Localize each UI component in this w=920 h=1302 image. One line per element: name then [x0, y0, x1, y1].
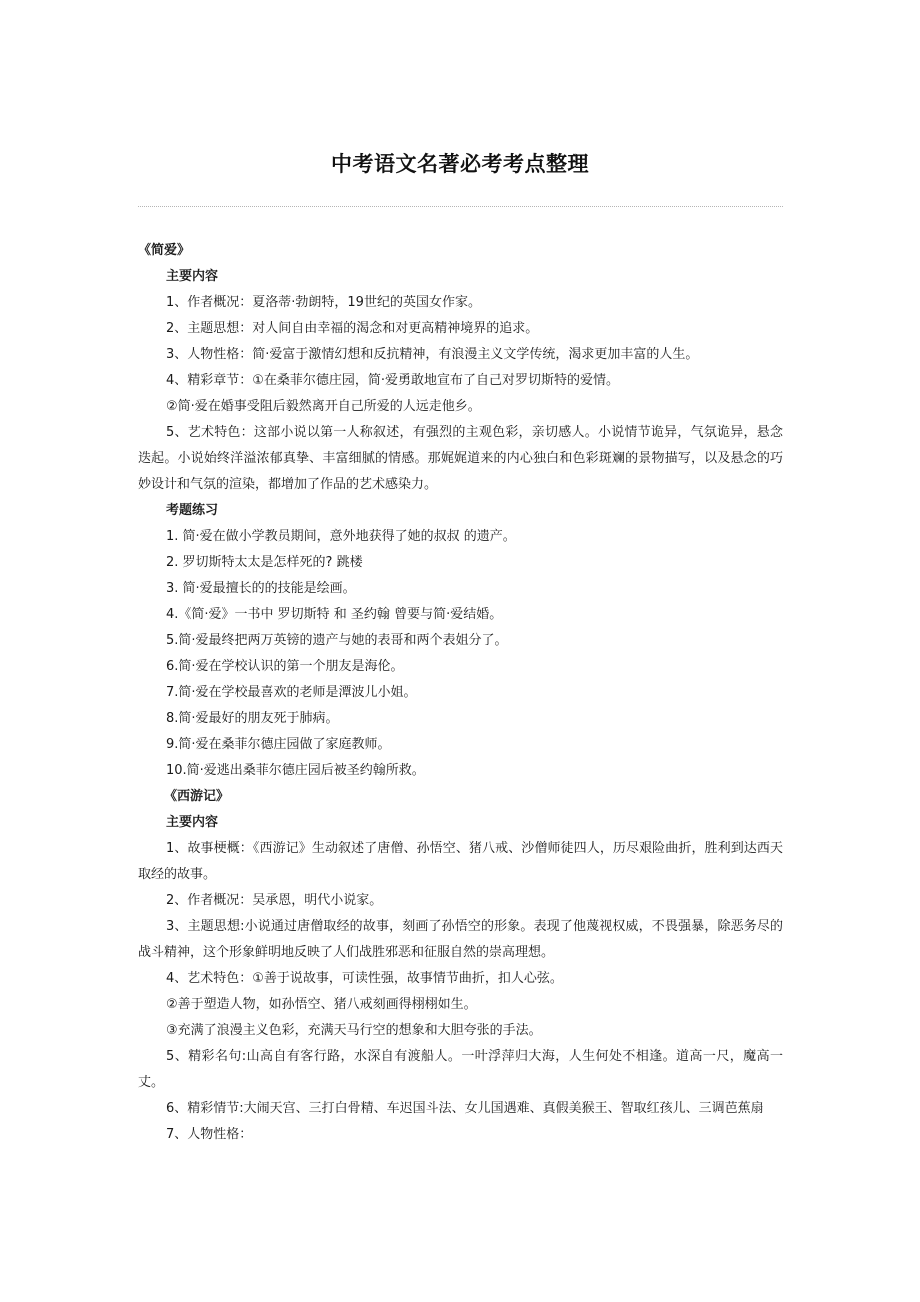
paragraph: 6、精彩情节:大闹天宫、三打白骨精、车迟国斗法、女儿国遇难、真假美猴王、智取红孩儿、三调芭蕉扇	[166, 1101, 764, 1116]
list-item: ②善于塑造人物，如孙悟空、猪八戒刻画得栩栩如生。	[166, 997, 477, 1012]
section-heading-main-content: 主要内容	[166, 815, 219, 830]
page-title: 中考语文名著必考考点整理	[331, 151, 589, 176]
list-item: 4、艺术特色：①善于说故事，可读性强，故事情节曲折，扣人心弦。	[166, 971, 563, 986]
list-item: ②简·爱在婚事受阻后毅然离开自己所爱的人远走他乡。	[166, 399, 481, 414]
exercise-item: 1. 简·爱在做小学教员期间，意外地获得了她的叔叔 的遗产。	[166, 529, 516, 544]
paragraph: 5、艺术特色：这部小说以第一人称叙述，有强烈的主观色彩，亲切感人。小说情节诡异，气氛诡异，悬念迭起。小说始终洋溢浓郁真挚、丰富细腻的情感。那娓娓道来的内心独白和色彩斑斓的景物描写，以及悬念的巧妙设计和气氛的渲染，都增加了作品的艺术感染力。	[138, 425, 783, 492]
paragraph: 1、故事梗概：《西游记》生动叙述了唐僧、孙悟空、猪八戒、沙僧师徒四人，历尽艰险曲折，胜利到达西天取经的故事。	[138, 841, 783, 882]
exercise-item: 8.简·爱最好的朋友死于肺病。	[166, 711, 339, 726]
list-item: 1、作者概况：夏洛蒂·勃朗特，19世纪的英国女作家。	[166, 295, 481, 310]
paragraph: 3、主题思想:小说通过唐僧取经的故事，刻画了孙悟空的形象。表现了他蔑视权威，不畏强暴，除恶务尽的战斗精神，这个形象鲜明地反映了人们战胜邪恶和征服自然的崇高理想。	[138, 919, 783, 960]
paragraph: 5、精彩名句:山高自有客行路，水深自有渡船人。一叶浮萍归大海，人生何处不相逢。道高一尺，魔高一丈。	[138, 1049, 783, 1090]
list-item: 2、主题思想：对人间自由幸福的渴念和对更高精神境界的追求。	[166, 321, 539, 336]
book-title-journey-west: 《西游记》	[164, 789, 230, 804]
exercise-item: 2. 罗切斯特太太是怎样死的? 跳楼	[166, 555, 363, 570]
exercise-item: 10.简·爱逃出桑菲尔德庄园后被圣约翰所救。	[166, 763, 425, 778]
document-body	[138, 238, 783, 1148]
list-item: 2、作者概况：吴承恩，明代小说家。	[166, 893, 383, 908]
list-item: 4、精彩章节：①在桑菲尔德庄园，简·爱勇敢地宣布了自己对罗切斯特的爱情。	[166, 373, 620, 388]
book-title-jane-eyre: 《简爱》	[138, 243, 191, 258]
exercise-item: 7.简·爱在学校最喜欢的老师是潭波儿小姐。	[166, 685, 417, 700]
exercise-item: 5.简·爱最终把两万英镑的遗产与她的表哥和两个表姐分了。	[166, 633, 508, 648]
list-item: 7、人物性格：	[166, 1127, 253, 1142]
section-heading-exercises: 考题练习	[166, 503, 219, 518]
exercise-item: 4.《简·爱》一书中 罗切斯特 和 圣约翰 曾要与简·爱结婚。	[166, 607, 503, 622]
exercise-item: 9.简·爱在桑菲尔德庄园做了家庭教师。	[166, 737, 391, 752]
list-item: ③充满了浪漫主义色彩，充满天马行空的想象和大胆夸张的手法。	[166, 1023, 542, 1038]
list-item: 3、人物性格：简·爱富于激情幻想和反抗精神，有浪漫主义文学传统，渴求更加丰富的人生。	[166, 347, 699, 362]
title-divider	[138, 206, 783, 207]
section-heading-main-content: 主要内容	[166, 269, 219, 284]
exercise-item: 6.简·爱在学校认识的第一个朋友是海伦。	[166, 659, 404, 674]
exercise-item: 3. 简·爱最擅长的的技能是绘画。	[166, 581, 356, 596]
